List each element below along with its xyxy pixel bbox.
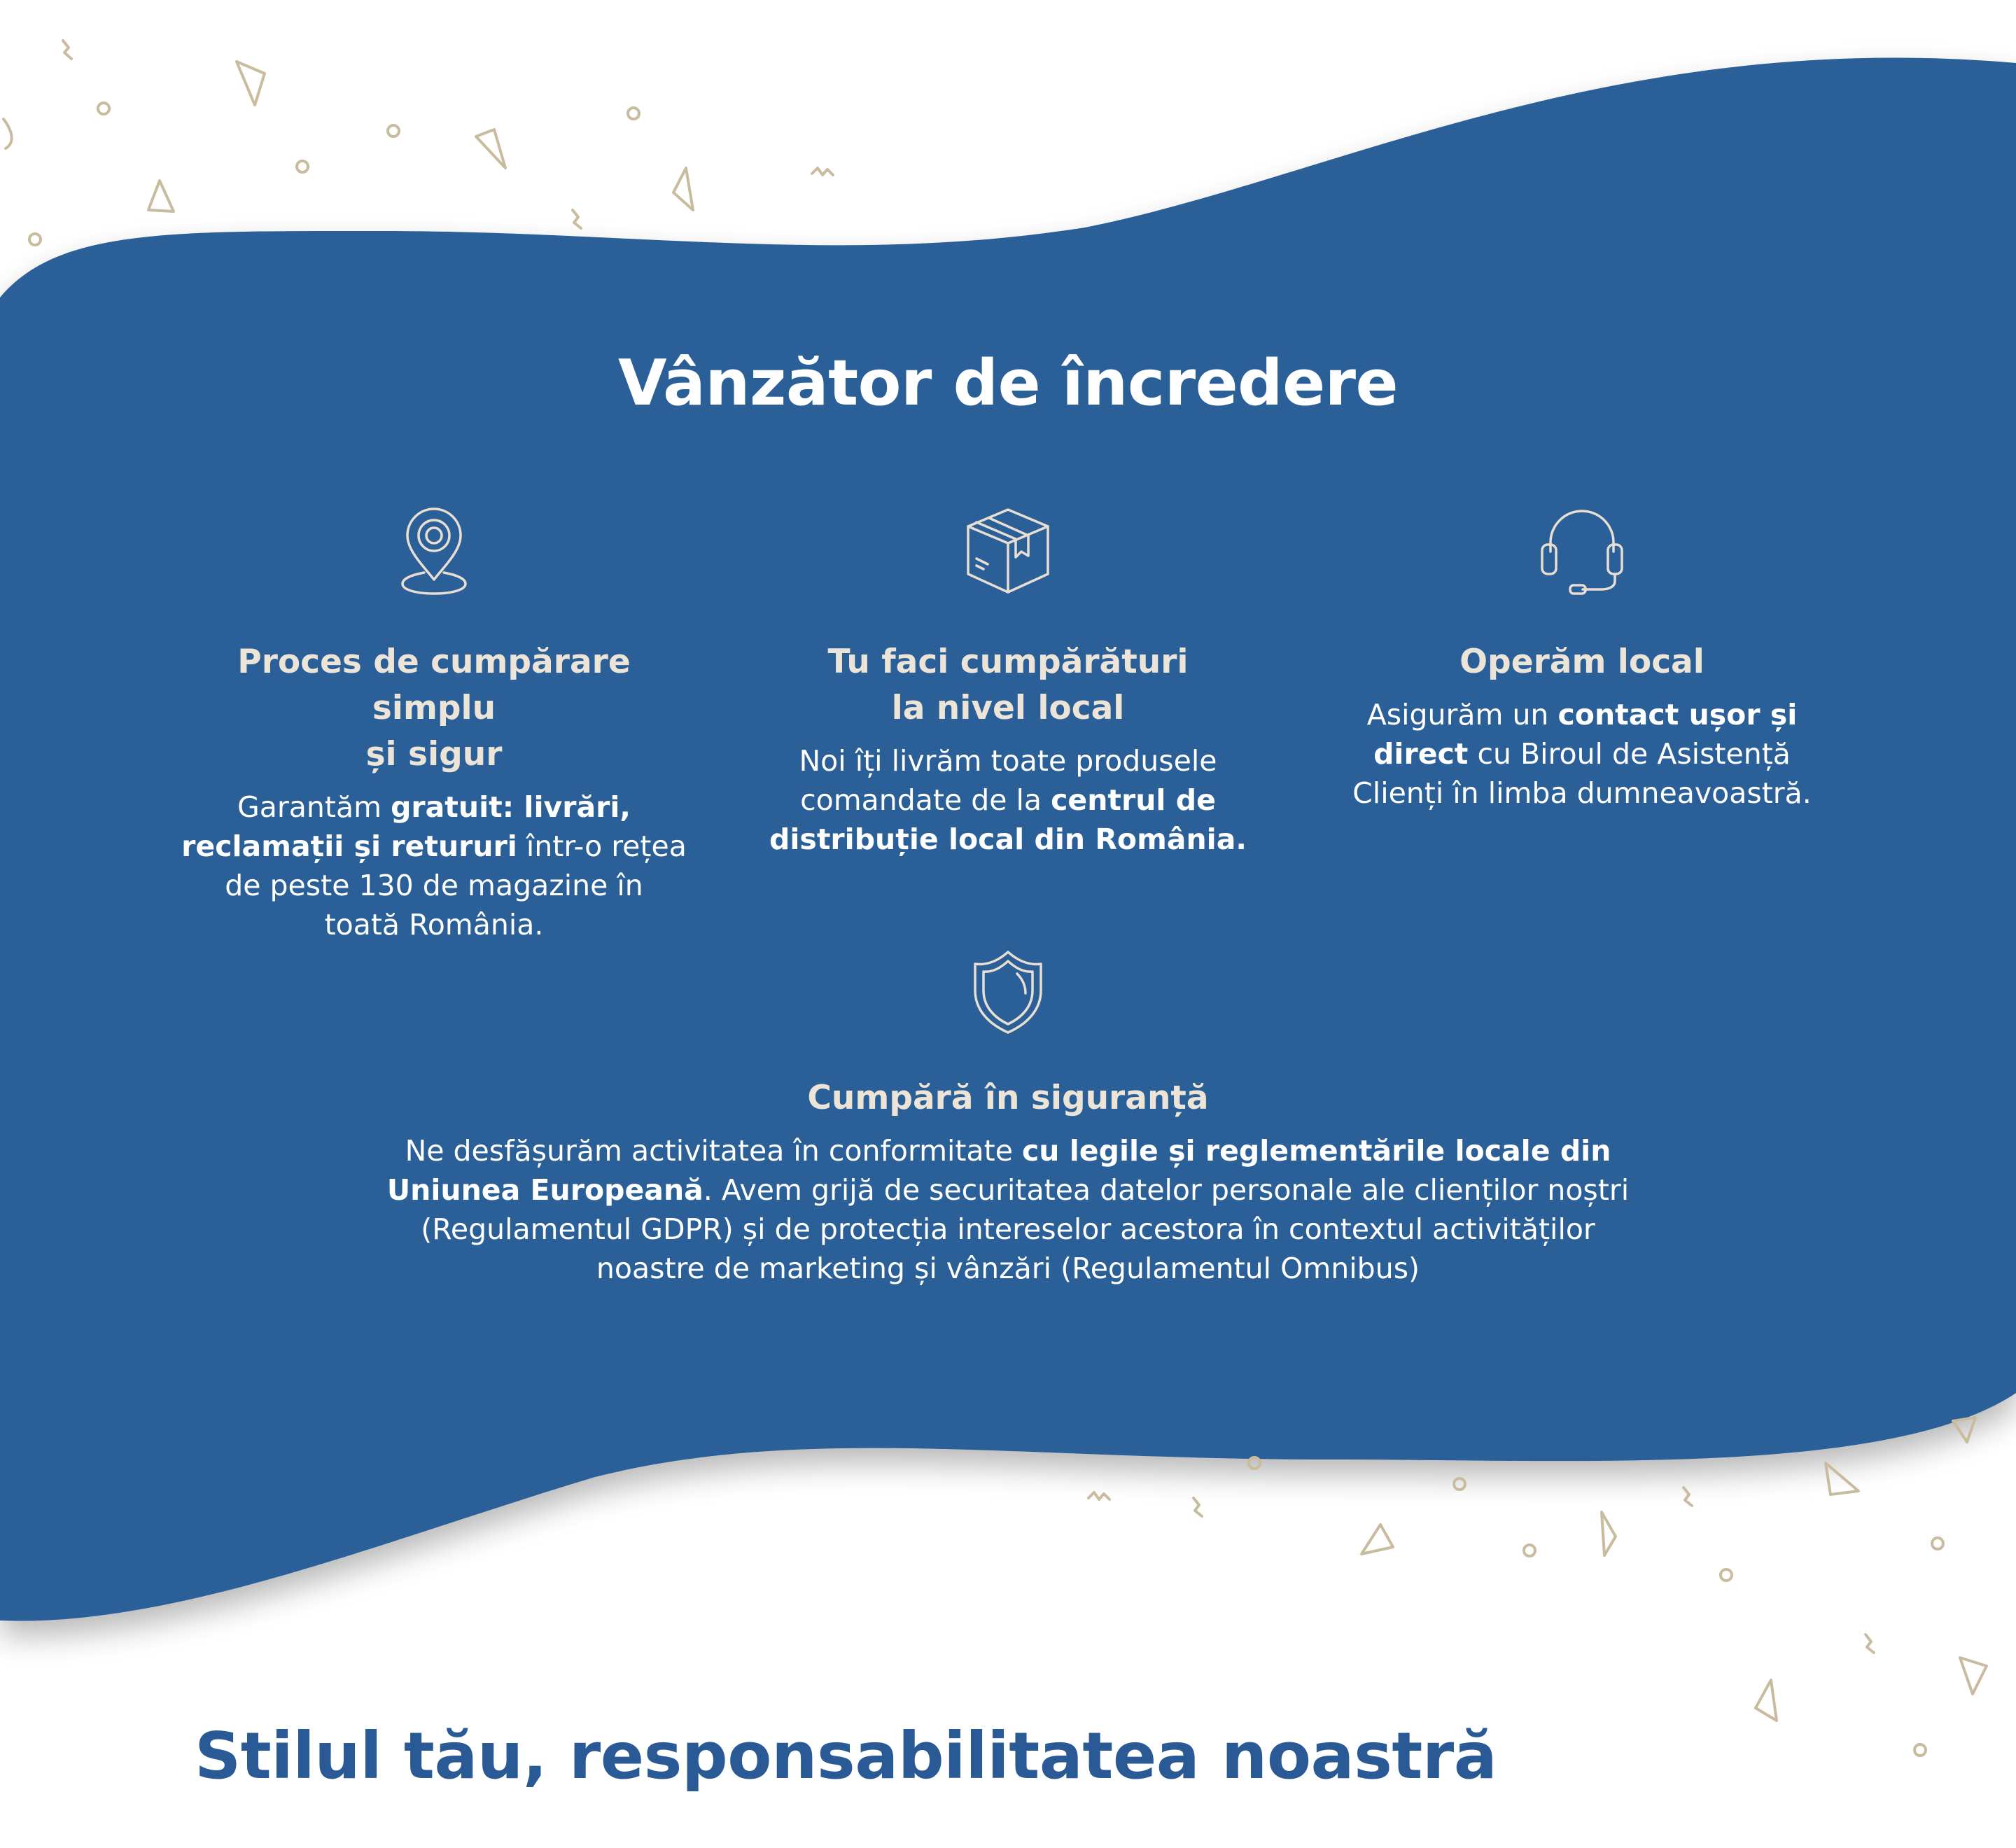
feature-title: Proces de cumpărare simplu și sigur (237, 643, 631, 774)
responsibility-heading: Stilul tău, responsabilitatea noastră (195, 1718, 1497, 1793)
feature-description: Noi îți livrăm toate produsele comandate de la centrul de distribuție local din România. (769, 744, 1247, 856)
feature-description: Asigurăm un contact ușor și direct cu Biroul de Asistență Clienți în limba dumneavoastră. (1352, 698, 1812, 810)
feature-description: Garantăm gratuit: livrări, reclamații și retururi într-o rețea de peste 130 de magazine în toată România. (181, 790, 687, 941)
feature-operate-locally (1330, 504, 1834, 813)
feature-simple-purchase (175, 504, 693, 944)
feature-title: Cumpără în siguranță (807, 1079, 1209, 1117)
shield-icon (969, 948, 1046, 1036)
feature-local-shopping (742, 504, 1274, 859)
feature-title: Operăm local (1460, 643, 1704, 681)
feature-description: Ne desfășurăm activitatea în conformitate cu legile și reglementările locale din Uniunea Europeană. Avem grijă de securitatea datelor personale ale clienților noștri (Regulamentul GDPR) și de protecția intereselor acestora în contextul activităților noastre de marketing și vânzări (Regulamentul Omnibus) (386, 1134, 1630, 1285)
package-box-icon (962, 504, 1054, 598)
feature-safe-shopping (308, 948, 1708, 1288)
location-pin-icon (399, 504, 469, 598)
section-title: Vânzător de încredere (617, 346, 1399, 420)
headset-icon (1536, 504, 1628, 598)
feature-title: Tu faci cumpărături la nivel local (827, 643, 1189, 727)
